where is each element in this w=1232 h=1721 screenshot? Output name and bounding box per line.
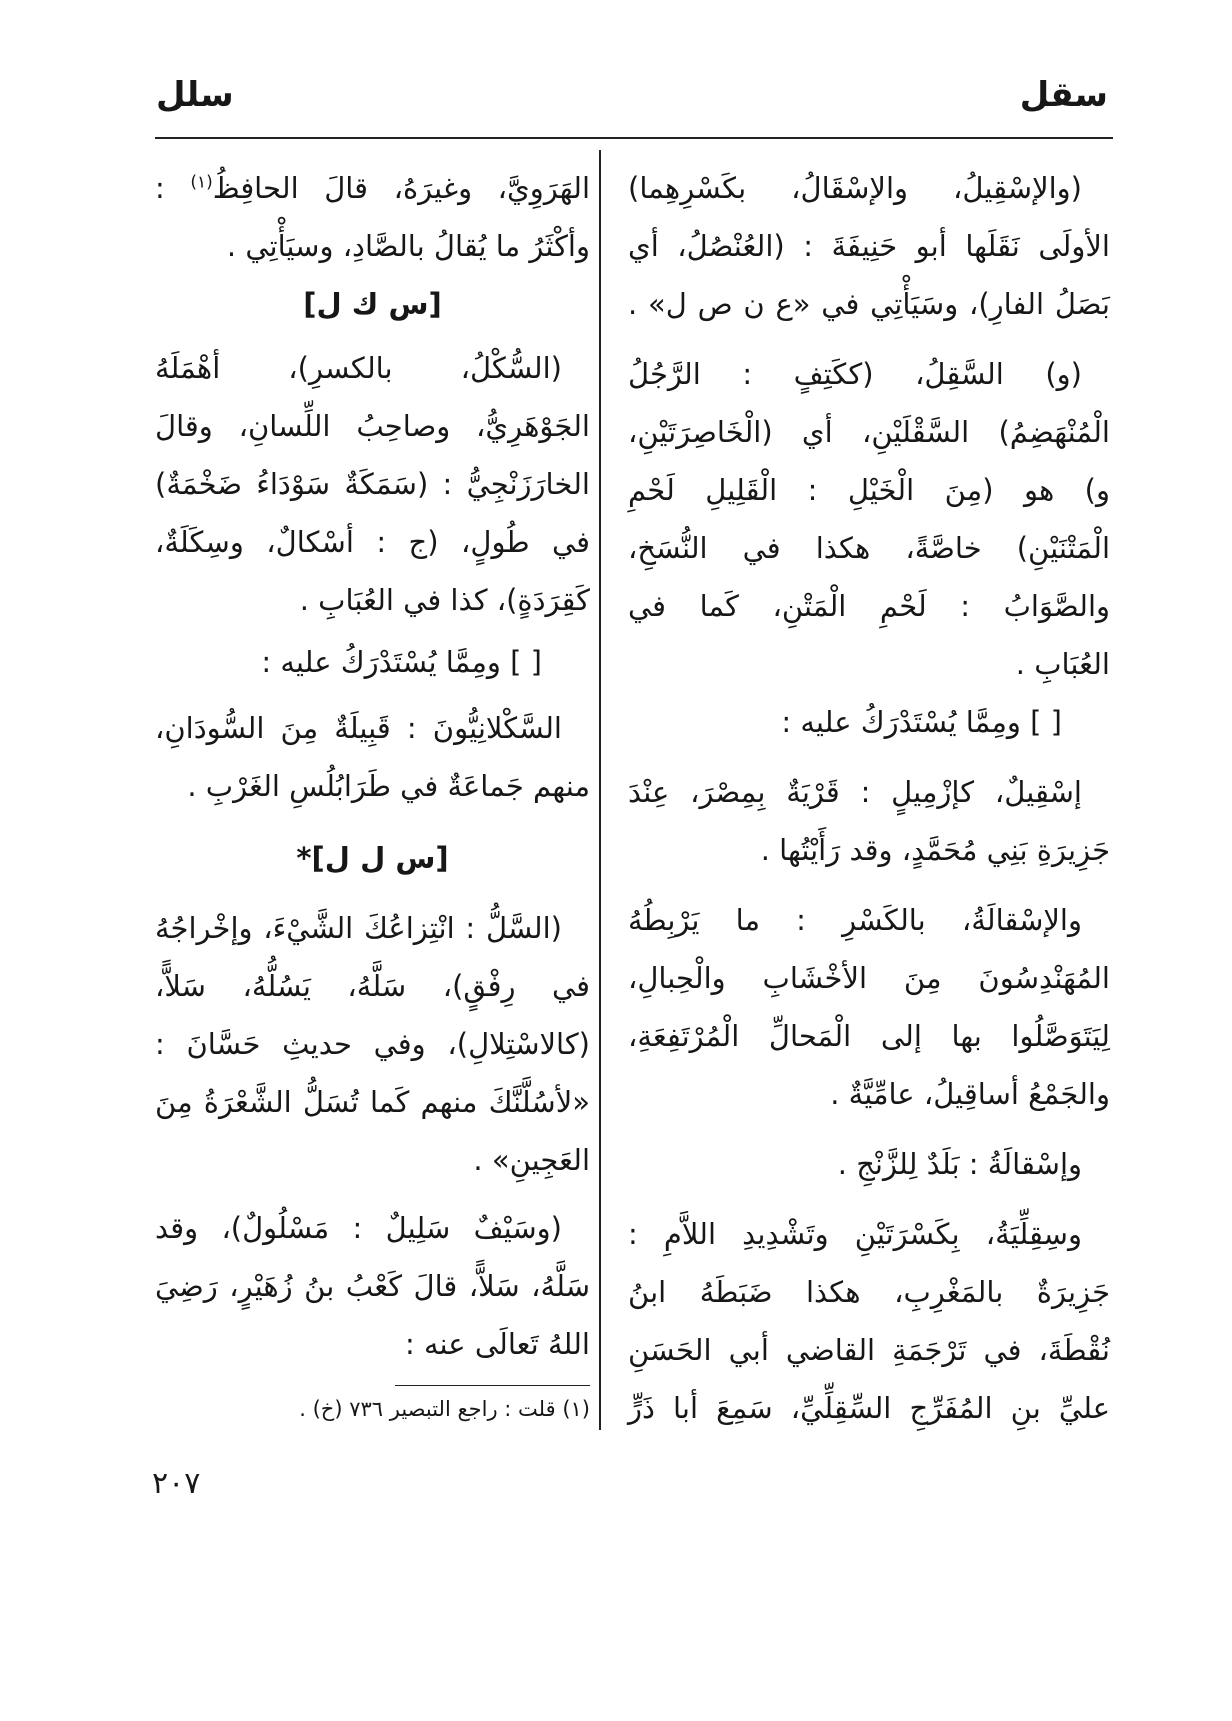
entry-line: (و) السَّقِلُ، (ككَتِفٍ : الرَّجُلُ [628,357,1082,391]
entry-isqil [628,159,1110,333]
root-heading-skl [155,275,590,333]
entry-text: : [155,171,191,205]
entry-line: (السُّكْلُ، بالكسرِ)، أهْمَلَهُ [155,351,562,385]
root-heading: [س ك ل] [303,287,442,321]
entry-line: والصَّوَابُ : لَحْمِ الْمَتْنِ، كَما في [628,589,1110,623]
entry-text: الهَرَوِيَّ، وغيرَهُ، قالَ الحافِظُ [212,171,590,205]
addendum-line: [ ] ومِمَّا يُسْتَدْرَكُ عليه : [261,645,542,679]
entry-sakklaniyyun [155,699,590,815]
entry-saqil [628,345,1110,693]
addendum-label [155,633,590,691]
column-divider [599,150,601,1430]
entry-line: في رِفْقٍ)، سَلَّهُ، يَسُلُّهُ، سَلاًّ، [155,969,590,1003]
entry-line: «لأسُلَّنَّكَ منهم كَما تُسَلُّ الشَّعْرَةُ مِنَ [155,1085,590,1119]
entry-line: عليِّ بنِ المُفَرِّجِ السِّقِلِّيِّ، سَمِعَ أبا ذَرٍّ [628,1391,1110,1425]
entry-line: سَلَّهُ، سَلاًّ، قالَ كَعْبُ بنُ زُهَيْرٍ، رَضِيَ [155,1269,590,1303]
page-number: ٢٠٧ [152,1466,201,1501]
entry-line: السَّكْلانِيُّونَ : قَبِيلَةٌ مِنَ السُّودَانِ، [155,711,562,745]
entry-line: (السَّلُّ : انْتِزاعُكَ الشَّيْءَ، وإخْراجُهُ [155,911,562,945]
entry-line: نُقْطَةَ، في تَرْجَمَةِ القاضي أبي الحَسَنِ [628,1333,1110,1367]
entry-line: الْمَتْنَيْنِ) خاصَّةً، هكذا في النُّسَخِ، [628,531,1110,565]
entry-line: إسْقِيلٌ، كإزْمِيلٍ : قَرْيَةٌ بِمِصْرَ، عِنْدَ [628,775,1082,809]
entry-line: منهم جَماعَةٌ في طَرَابُلُسِ الغَرْبِ . [187,769,590,803]
entry-line: المُهَنْدِسُونَ مِنَ الأخْشَابِ والْحِبالِ، [628,961,1110,995]
entry-line: بَصَلُ الفارِ)، وسَيَأْتِي في «ع ن ص ل» . [628,287,1110,321]
entry-line: لِيَتَوَصَّلُوا بها إلى الْمَحالِّ الْمُرْتَفِعَةِ، [628,1019,1110,1053]
root-heading-sll [155,829,590,887]
entry-line: الجَوْهَرِيُّ، وصاحِبُ اللِّسانِ، وقالَ [155,409,590,443]
entry-line: الخارَزَنْجِيُّ : (سَمَكَةٌ سَوْدَاءُ ضَخْمَةٌ) [155,467,590,501]
entry-line: جَزِيرَةٌ بالمَغْرِبِ، هكذا ضَبَطَهُ ابنُ [628,1275,1110,1309]
entry-line: وسِقِلِّيَةُ، بِكَسْرَتَيْنِ وتَشْدِيدِ اللاَّمِ : [628,1217,1082,1251]
root-heading: [س ل ل]* [296,841,449,875]
footnote-rule [395,1385,590,1386]
entry-sukl [155,339,590,629]
entry-isqala-scaffold [628,891,1110,1123]
entry-line: (والإسْقِيلُ، والإسْقَالُ، بكَسْرِهِما) [628,171,1082,205]
running-header-left: سلل [156,75,234,115]
entry-line: وأكْثَرُ ما يُقالُ بالصَّادِ، وسيَأْتِي . [226,229,590,263]
entry-line: والجَمْعُ أساقِيلُ، عامِّيَّةٌ . [830,1077,1110,1111]
entry-line: وإسْقالَةُ : بَلَدٌ لِلزَّنْجِ . [837,1147,1082,1181]
entry-line: كَقِرَدَةٍ)، كذا في العُبَابِ . [299,583,590,617]
entry-line: اللهُ تَعالَى عنه : [405,1327,590,1361]
right-column [628,159,1110,1437]
footnote: (١) قلت : راجع التبصير ٧٣٦ (خ) . [299,1397,590,1421]
left-column [155,159,590,1426]
entry-siqilliya [628,1205,1110,1437]
footnote-marker: (١) [190,172,213,193]
entry-isqil-village [628,763,1110,879]
entry-sall [155,899,590,1189]
entry-line: والإسْقالَةُ، بالكَسْرِ : ما يَرْبِطُهُ [628,903,1082,937]
entry-line: جَزِيرَةِ بَنِي مُحَمَّدٍ، وقد رَأَيْتُها . [760,833,1110,867]
entry-sayf [155,1199,590,1373]
entry-line: العَجِينِ» . [473,1143,590,1177]
entry-line: في طُولٍ، (ج : أسْكالٌ، وسِكَلَةٌ، [155,525,590,559]
entry-line: (وسَيْفٌ سَلِيلٌ : مَسْلُولٌ)، وقد [155,1211,562,1245]
entry-line: العُبَابِ . [1015,647,1110,681]
entry-line: (كالاسْتِلالِ)، وفي حديثِ حَسَّانَ : [155,1027,590,1061]
entry-line: الْمُنْهَضِمُ) السَّقْلَيْنِ، أي (الْخَاصِرَتَيْنِ، [628,415,1110,449]
entry-continuation [155,159,590,275]
addendum-label [628,693,1110,751]
entry-isqala-town [628,1135,1110,1193]
running-header-right: سقل [1019,75,1108,115]
entry-line: الأولَى نَقَلَها أبو حَنِيفَةَ : (العُنْصُلُ، أي [628,229,1110,263]
entry-line [155,159,590,217]
addendum-line: [ ] ومِمَّا يُسْتَدْرَكُ عليه : [781,705,1062,739]
header-rule [155,137,1113,139]
entry-line: و) هو (مِنَ الْخَيْلِ : الْقَلِيلِ لَحْمِ [628,473,1110,507]
